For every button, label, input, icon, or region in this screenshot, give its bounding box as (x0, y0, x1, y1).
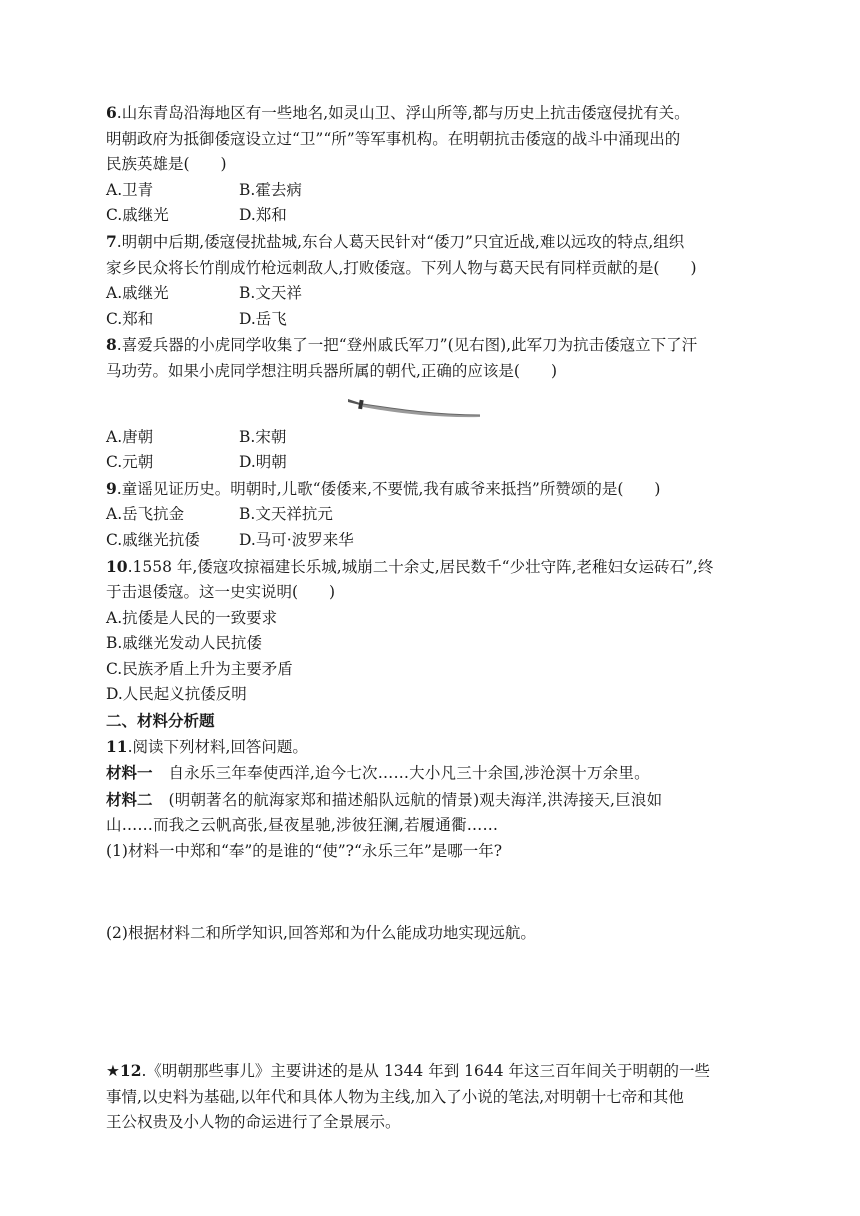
question-12-line-1 (106, 1058, 766, 1085)
question-number: 6 (106, 103, 117, 122)
question-text: .童谣见证历史。明朝时,儿歌“倭倭来,不要慌,我有戚爷来抵挡”所赞颂的是( ) (116, 479, 661, 498)
question-10-line-2: 于击退倭寇。这一史实说明( ) (106, 583, 336, 602)
question-9 (106, 476, 766, 554)
star-icon: ★ (106, 1062, 120, 1081)
option-c[interactable]: C.民族矛盾上升为主要矛盾 (106, 659, 293, 678)
question-text: .喜爱兵器的小虎同学收集了一把“登州戚氏军刀”(见右图),此军刀为抗击倭寇立下了汗 (116, 336, 698, 355)
option-b[interactable]: B.宋朝 (239, 427, 287, 446)
question-number: 12 (119, 1061, 142, 1081)
question-11-intro (106, 734, 766, 761)
option-c[interactable]: C.戚继光 (106, 206, 169, 225)
question-12 (106, 1058, 766, 1136)
question-10-line-1 (106, 554, 766, 581)
option-d[interactable]: D.郑和 (239, 206, 287, 225)
option-a[interactable]: A.岳飞抗金 (106, 505, 185, 524)
section-heading: 二、材料分析题 (106, 711, 215, 731)
question-text: .山东青岛沿海地区有一些地名,如灵山卫、浮山所等,都与历史上抗击倭寇侵扰有关。 (116, 104, 690, 122)
answer-space[interactable] (106, 865, 766, 921)
question-7-line-1 (106, 229, 766, 256)
question-6-line-2: 明朝政府为抵御倭寇设立过“卫”“所”等军事机构。在明朝抗击倭寇的战斗中涌现出的 (106, 129, 681, 148)
question-9-line-1 (106, 476, 766, 503)
material-label: 材料二 (106, 789, 153, 809)
question-12-line-2: 事情,以史料为基础,以年代和具体人物为主线,加入了小说的笔法,对明朝十七帝和其他 (106, 1087, 684, 1106)
option-d[interactable]: D.马可·波罗来华 (239, 530, 354, 549)
option-a[interactable]: A.戚继光 (106, 284, 169, 303)
question-6-line-3: 民族英雄是( ) (106, 155, 227, 174)
options-row (106, 425, 766, 451)
question-number: 10 (106, 556, 128, 576)
sub-question-2: (2)根据材料二和所学知识,回答郑和为什么能成功地实现远航。 (106, 923, 536, 942)
option-c[interactable]: C.元朝 (106, 453, 154, 472)
material-2-continued: 山……而我之云帆高张,昼夜星驰,涉彼狂澜,若履通衢…… (106, 816, 499, 835)
question-6-line-1 (106, 100, 766, 127)
question-number: 11 (106, 736, 128, 756)
question-11 (106, 734, 766, 1059)
question-6 (106, 100, 766, 229)
question-number: 9 (106, 478, 117, 498)
question-7 (106, 229, 766, 332)
material-label: 材料一 (106, 763, 153, 783)
exam-page (106, 100, 766, 1136)
question-8-line-1 (106, 332, 766, 359)
material-1 (106, 760, 766, 787)
question-8-line-2: 马功劳。如果小虎同学想注明兵器所属的朝代,正确的应该是( ) (106, 361, 558, 380)
option-d[interactable]: D.明朝 (239, 453, 287, 472)
options-row (106, 178, 766, 204)
options-row (106, 281, 766, 307)
question-8 (106, 332, 766, 475)
option-a[interactable]: A.卫青 (106, 180, 154, 199)
material-2 (106, 787, 766, 814)
option-b[interactable]: B.霍去病 (239, 180, 302, 199)
options-row (106, 203, 766, 229)
option-b[interactable]: B.文天祥抗元 (239, 505, 333, 524)
answer-space[interactable] (106, 946, 766, 1058)
question-7-line-2: 家乡民众将长竹削成竹枪远刺敌人,打败倭寇。下列人物与葛天民有同样贡献的是( ) (106, 258, 697, 277)
options-row (106, 528, 766, 554)
question-text: .1558 年,倭寇攻掠福建长乐城,城崩二十余丈,居民数千“少壮守阵,老稚妇女运砖石”,终 (127, 557, 714, 576)
question-10 (106, 554, 766, 709)
option-b[interactable]: B.文天祥 (239, 284, 302, 303)
sword-icon (346, 393, 486, 423)
question-number: 7 (106, 231, 117, 251)
question-number: 8 (106, 335, 117, 355)
sub-question-1: (1)材料一中郑和“奉”的是谁的“使”?“永乐三年”是哪一年? (106, 842, 503, 861)
question-text: .《明朝那些事儿》主要讲述的是从 1344 年到 1644 年这三百年间关于明朝的一些 (141, 1062, 711, 1081)
option-c[interactable]: C.郑和 (106, 309, 154, 328)
question-text: .阅读下列材料,回答问题。 (127, 737, 308, 756)
option-d[interactable]: D.岳飞 (239, 309, 287, 328)
options-row (106, 502, 766, 528)
option-d[interactable]: D.人民起义抗倭反明 (106, 685, 247, 704)
option-c[interactable]: C.戚继光抗倭 (106, 530, 200, 549)
options-row (106, 307, 766, 333)
option-a[interactable]: A.抗倭是人民的一致要求 (106, 608, 278, 627)
sword-image (106, 385, 766, 425)
material-text: (明朝著名的航海家郑和描述船队远航的情景)观夫海洋,洪涛接天,巨浪如 (168, 790, 663, 809)
options-row (106, 450, 766, 476)
question-text: .明朝中后期,倭寇侵扰盐城,东台人葛天民针对“倭刀”只宜近战,难以远攻的特点,组织 (116, 232, 685, 251)
material-text: 自永乐三年奉使西洋,迨今七次……大小凡三十余国,涉沧溟十万余里。 (168, 764, 650, 783)
question-12-line-3: 王公权贵及小人物的命运进行了全景展示。 (106, 1113, 401, 1132)
option-b[interactable]: B.戚继光发动人民抗倭 (106, 634, 262, 653)
option-a[interactable]: A.唐朝 (106, 427, 154, 446)
